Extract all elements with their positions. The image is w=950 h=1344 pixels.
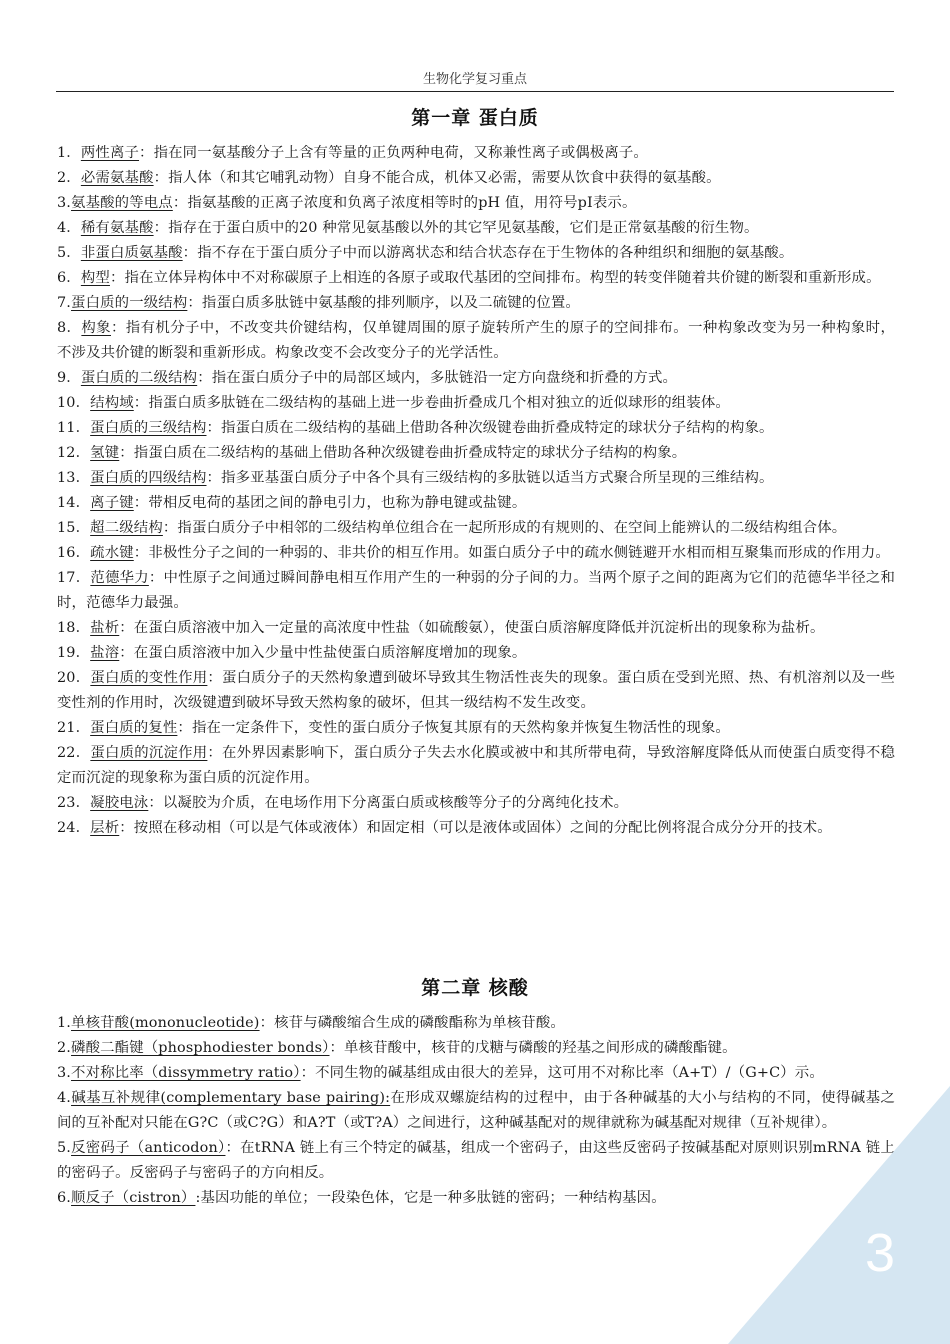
entry-number: 24． [57,820,91,836]
entry-definition: 指不存在于蛋白质分子中而以游离状态和结合状态存在于生物体的各种组织和细胞的氨基酸。 [197,245,794,261]
entry-number: 2. [57,1040,72,1056]
definition-item [57,391,895,416]
entry-separator: ： [148,795,163,811]
entry-number: 1. [57,1015,72,1031]
definition-item [57,566,895,616]
definition-item [57,791,895,816]
entry-term: 蛋白质的一级结构 [71,295,188,311]
entry-term: 碱基互补规律(complementary base pairing): [71,1090,391,1106]
entry-number: 5． [57,245,81,261]
entry-separator: ： [119,445,134,461]
definition-item [57,641,895,666]
entry-term: 两性离子 [80,145,140,161]
entry-term: 稀有氨基酸 [80,220,154,236]
entry-definition: 按照在移动相（可以是气体或液体）和固定相（可以是液体或固体）之间的分配比例将混合成分分开的技术。 [133,820,832,836]
entry-separator: ： [182,245,198,261]
entry-separator: ： [133,395,149,411]
entry-number: 6． [57,270,81,286]
entry-definition: 中性原子之间通过瞬间静电相互作用产生的一种弱的分子间的力。当两个原子之间的距离为它们的范德华半径之和时，范德华力最强。 [57,570,895,611]
entry-definition: 指蛋白质多肽链中氨基酸的排列顺序，以及二硫键的位置。 [201,295,580,311]
entry-definition: 核苷与磷酸缩合生成的磷酸酯称为单核苷酸。 [274,1015,565,1031]
entry-number: 6. [57,1190,72,1206]
entry-number: 3. [57,195,72,211]
entry-definition: 带相反电荷的基团之间的静电引力，也称为静电键或盐键。 [148,495,527,511]
entry-term: 顺反子（cistron） [71,1190,196,1206]
entry-term: 蛋白质的变性作用 [90,670,208,686]
definition-item [57,541,895,566]
definition-item [57,1036,895,1061]
entry-definition: 基因功能的单位；一段染色体，它是一种多肽链的密码；一种结构基因。 [200,1190,666,1206]
entry-separator: ： [225,1140,241,1156]
entry-separator: ： [133,495,149,511]
definition-item [57,816,895,841]
definition-item [57,166,895,191]
entry-term: 磷酸二酯键（phosphodiester bonds） [71,1040,330,1056]
entry-separator: ： [329,1040,345,1056]
definition-item [57,516,895,541]
entry-separator: ： [172,195,188,211]
entry-number: 22． [57,745,91,761]
entry-term: 氢键 [90,445,120,461]
entry-definition: 指蛋白质多肽链在二级结构的基础上进一步卷曲折叠成几个相对独立的近似球形的组装体。 [148,395,730,411]
entry-separator: ： [197,370,212,386]
entry-term: 范德华力 [90,570,149,586]
entry-definition: 指蛋白质分子中相邻的二级结构单位组合在一起所形成的有规则的、在空间上能辨认的二级结构组合体。 [177,520,847,536]
entry-term: 层析 [90,820,120,836]
entry-separator: ： [153,220,169,236]
entry-number: 21． [57,720,91,736]
entry-separator: ： [300,1065,316,1081]
definition-item [57,716,895,741]
definition-item [57,266,895,291]
entry-definition: 非极性分子之间的一种弱的、非共价的相互作用。如蛋白质分子中的疏水侧链避开水相而相互聚集而形成的作用力。 [148,545,890,561]
entry-separator: ： [119,620,134,636]
entry-number: 11． [57,420,91,436]
definition-item [57,141,895,166]
entry-separator: ： [109,270,125,286]
definition-item [57,491,895,516]
entry-number: 10． [57,395,91,411]
entry-definition: 指存在于蛋白质中的20 种常见氨基酸以外的其它罕见氨基酸，它们是正常氨基酸的衍生物。 [168,220,759,236]
entry-number: 5. [57,1140,72,1156]
definition-item [57,666,895,716]
entry-number: 23． [57,795,91,811]
definition-item [57,616,895,641]
definition-item [57,741,895,791]
entry-term: 疏水键 [90,545,134,561]
entry-definition: 指氨基酸的正离子浓度和负离子浓度相等时的pH 值，用符号pI表示。 [187,195,637,211]
entry-separator: ： [187,295,202,311]
entry-number: 15． [57,520,91,536]
entry-term: 构型 [80,270,110,286]
entry-separator: ： [153,170,169,186]
entry-definition: 在形成双螺旋结构的过程中，由于各种碱基的大小与结构的不同，使得碱基之间的互补配对只能在G?C（或C?G）和A?T（或T?A）之间进行，这种碱基配对的规律就称为碱基配对规律（互补规律）。 [57,1090,895,1131]
entry-term: 结构域 [90,395,134,411]
entry-term: 氨基酸的等电点 [71,195,173,211]
entry-definition: 指多亚基蛋白质分子中各个具有三级结构的多肽链以适当方式聚合所呈现的三维结构。 [221,470,774,486]
entry-number: 9． [57,370,81,386]
entry-number: 18． [57,620,91,636]
page-number: 3 [864,1223,896,1283]
entry-separator: ： [206,420,222,436]
running-head: 生物化学复习重点 [422,72,527,87]
entry-term: 凝胶电泳 [90,795,149,811]
entry-separator: ： [259,1015,275,1031]
entry-definition: 指在同一氨基酸分子上含有等量的正负两种电荷，又称兼性离子或偶极离子。 [153,145,648,161]
entry-separator: ： [206,470,222,486]
definition-item [57,216,895,241]
entry-definition: 单核苷酸中，核苷的戊糖与磷酸的羟基之间形成的磷酸酯键。 [344,1040,737,1056]
definition-item [57,191,895,216]
entry-separator: ： [139,145,154,161]
definition-item [57,441,895,466]
entry-term: 构象 [81,320,111,336]
entry-definition: 指蛋白质在二级结构的基础上借助各种次级键卷曲折叠成特定的球状分子结构的构象。 [133,445,687,461]
entry-term: 非蛋白质氨基酸 [80,245,183,261]
entry-definition: 指在立体异构体中不对称碳原子上相连的各原子或取代基团的空间排布。构型的转变伴随着共价键的断裂和重新形成。 [124,270,881,286]
entry-term: 蛋白质的三级结构 [90,420,207,436]
definition-item [57,1011,895,1036]
entry-number: 12． [57,445,91,461]
definition-item [57,466,895,491]
entry-definition: 在tRNA 链上有三个特定的碱基，组成一个密码子，由这些反密码子按碱基配对原则识别mRNA 链上的密码子。反密码子与密码子的方向相反。 [57,1140,895,1181]
definition-item [57,241,895,266]
chapter-2-title: 第二章 核酸 [421,977,529,999]
entry-term: 超二级结构 [90,520,163,536]
entry-number: 3. [57,1065,72,1081]
entry-term: 蛋白质的复性 [90,720,178,736]
entry-separator: ： [162,520,178,536]
entry-number: 17． [57,570,91,586]
entry-separator: ： [133,545,149,561]
entry-number: 16． [57,545,91,561]
entry-definition: 以凝胶为介质，在电场作用下分离蛋白质或核酸等分子的分离纯化技术。 [162,795,629,811]
entry-definition: 指在蛋白质分子中的局部区域内，多肽链沿一定方向盘绕和折叠的方式。 [211,370,678,386]
corner-decoration [728,1086,950,1344]
entry-number: 13． [57,470,91,486]
entry-number: 20． [57,670,91,686]
entry-definition: 蛋白质分子的天然构象遭到破坏导致其生物活性丧失的现象。蛋白质在受到光照、热、有机溶剂以及一些变性剂的作用时，次级键遭到破坏导致天然构象的破坏，但其一级结构不发生改变。 [57,670,896,711]
definition-item [57,366,895,391]
entry-separator: ： [177,720,192,736]
entry-number: 4． [57,220,81,236]
entry-term: 不对称比率（dissymmetry ratio） [71,1065,301,1081]
entry-separator: ： [119,820,134,836]
chapter-1-title: 第一章 蛋白质 [411,107,539,129]
entry-separator: ： [207,745,223,761]
entry-number: 7. [57,295,72,311]
entry-separator: ： [119,645,134,661]
chapter-1-definitions [57,141,895,841]
entry-number: 1． [57,145,81,161]
entry-definition: 在外界因素影响下，蛋白质分子失去水化膜或被中和其所带电荷，导致溶解度降低从而使蛋白质变得不稳定而沉淀的现象称为蛋白质的沉淀作用。 [57,745,896,786]
entry-term: 必需氨基酸 [80,170,154,186]
entry-number: 19． [57,645,91,661]
entry-term: 盐溶 [90,645,120,661]
entry-definition: 指在一定条件下，变性的蛋白质分子恢复其原有的天然构象并恢复生物活性的现象。 [191,720,730,736]
entry-definition: 指有机分子中，不改变共价键结构，仅单键周围的原子旋转所产生的原子的空间排布。一种构象改变为另一种构象时，不涉及共价键的断裂和重新形成。构象改变不会改变分子的光学活性。 [57,320,896,361]
entry-number: 14． [57,495,91,511]
entry-definition: 指蛋白质在二级结构的基础上借助各种次级键卷曲折叠成特定的球状分子结构的构象。 [221,420,774,436]
entry-term: 反密码子（anticodon） [71,1140,226,1156]
entry-term: 离子键 [90,495,134,511]
definition-item [57,316,895,366]
entry-number: 4. [57,1090,72,1106]
entry-definition: 不同生物的碱基组成由很大的差异，这可用不对称比率（A+T）/（G+C）示。 [315,1065,824,1081]
entry-definition: 指人体（和其它哺乳动物）自身不能合成，机体又必需，需要从饮食中获得的氨基酸。 [168,170,721,186]
entry-number: 8． [57,320,82,336]
entry-number: 2． [57,170,81,186]
entry-separator: ： [148,570,164,586]
definition-item [57,1061,895,1086]
definition-item [57,291,895,316]
entry-definition: 在蛋白质溶液中加入少量中性盐使蛋白质溶解度增加的现象。 [133,645,527,661]
entry-term: 单核苷酸(mononucleotide) [71,1015,260,1031]
header-rule [56,91,894,92]
definition-item [57,416,895,441]
entry-term: 蛋白质的二级结构 [80,370,198,386]
entry-term: 蛋白质的四级结构 [90,470,207,486]
entry-definition: 在蛋白质溶液中加入一定量的高浓度中性盐（如硫酸氨），使蛋白质溶解度降低并沉淀析出的现象称为盐析。 [133,620,825,636]
entry-term: 蛋白质的沉淀作用 [90,745,208,761]
entry-term: 盐析 [90,620,120,636]
entry-separator: ： [110,320,126,336]
entry-separator: : [195,1190,201,1206]
entry-separator: ： [207,670,223,686]
